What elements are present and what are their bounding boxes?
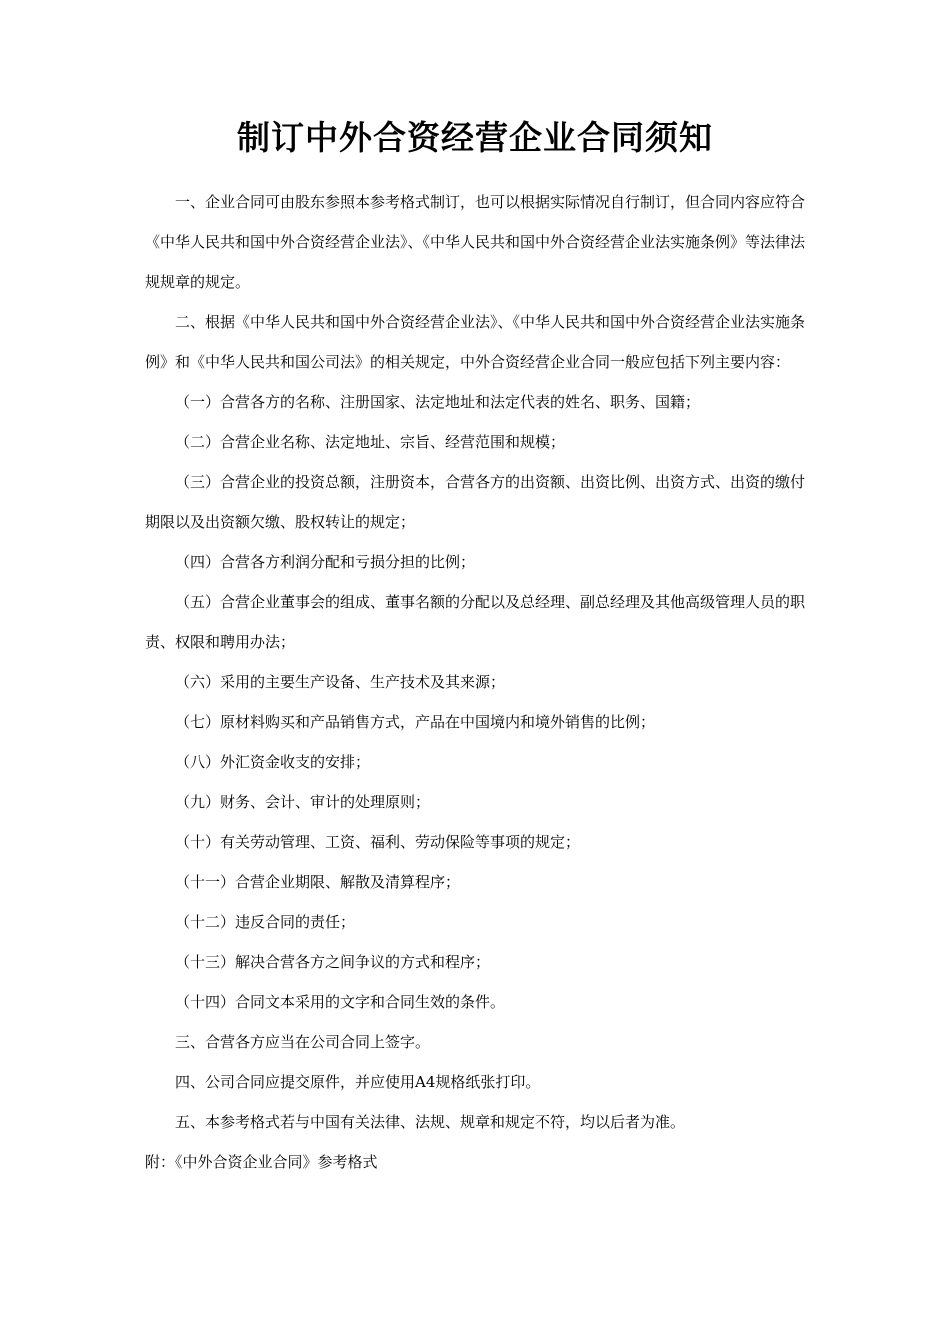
list-item: （七）原材料购买和产品销售方式，产品在中国境内和境外销售的比例； [175, 713, 656, 731]
list-item: （四）合营各方利润分配和亏损分担的比例； [175, 553, 476, 571]
list-item: （十三）解决合营各方之间争议的方式和程序； [175, 953, 491, 971]
list-item: （九）财务、会计、审计的处理原则； [175, 793, 431, 811]
paragraph-5: 五、本参考格式若与中国有关法律、法规、规章和规定不符，均以后者为准。 [175, 1113, 686, 1131]
document-title: 制订中外合资经营企业合同须知 [237, 118, 713, 157]
list-item: （二）合营企业名称、法定地址、宗旨、经营范围和规模； [175, 433, 566, 451]
appendix-note: 附：《中外合资企业合同》参考格式 [145, 1153, 378, 1171]
list-item: （十一）合营企业期限、解散及清算程序； [175, 873, 461, 891]
paragraph-1: 一、企业合同可由股东参照本参考格式制订，也可以根据实际情况自行制订，但合同内容应符合《中华人民共和国中外合资经营企业法》、《中华人民共和国中外合资经营企业法实施条例》等法律法规规章的规定。 [145, 193, 806, 291]
list-item: （一）合营各方的名称、注册国家、法定地址和法定代表的姓名、职务、国籍； [175, 393, 701, 411]
paragraph-2: 二、根据《中华人民共和国中外合资经营企业法》、《中华人民共和国中外合资经营企业法实施条例》和《中华人民共和国公司法》的相关规定，中外合资经营企业合同一般应包括下列主要内容： [145, 313, 806, 371]
list-item: （八）外汇资金收支的安排； [175, 753, 371, 771]
list-item: （十二）违反合同的责任； [175, 913, 356, 931]
document-body [145, 182, 805, 1182]
paragraph-3: 三、合营各方应当在公司合同上签字。 [175, 1033, 431, 1051]
list-item: （十）有关劳动管理、工资、福利、劳动保险等事项的规定； [175, 833, 581, 851]
paragraph-4: 四、公司合同应提交原件，并应使用A4规格纸张打印。 [175, 1073, 541, 1091]
list-item: （三）合营企业的投资总额，注册资本，合营各方的出资额、出资比例、出资方式、出资的缴付期限以及出资额欠缴、股权转让的规定； [145, 473, 806, 531]
list-item: （五）合营企业董事会的组成、董事名额的分配以及总经理、副总经理及其他高级管理人员的职责、权限和聘用办法； [145, 593, 806, 651]
list-item: （十四）合同文本采用的文字和合同生效的条件。 [175, 993, 506, 1011]
list-item: （六）采用的主要生产设备、生产技术及其来源； [175, 673, 506, 691]
